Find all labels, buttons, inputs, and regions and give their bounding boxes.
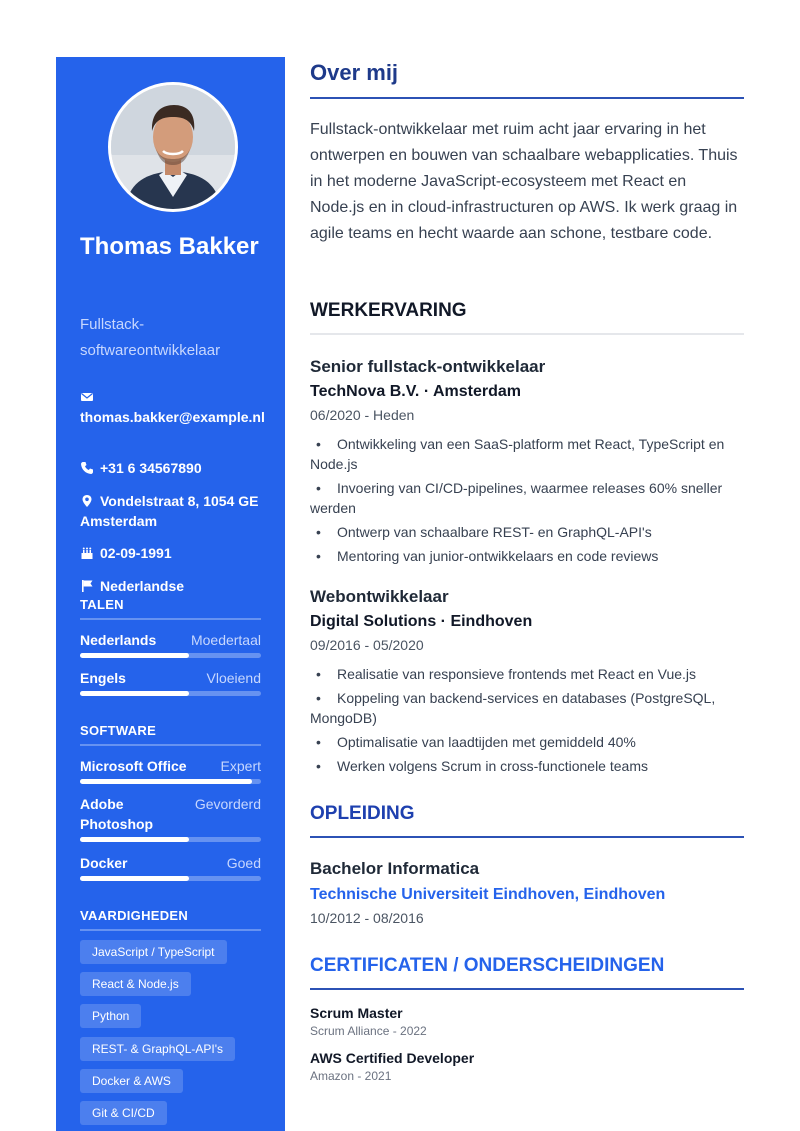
education-school: Technische Universiteit Eindhoven, Eindhoven [310,886,666,903]
language-name: Engels [80,670,126,686]
software-level-bar [80,837,261,842]
skills-heading: VAARDIGHEDEN [80,908,261,931]
contact-email[interactable] [80,387,270,427]
software-level-fill [80,837,189,842]
software-item [80,853,261,873]
software-level: Gevorderd [194,796,261,812]
birthday-cake-icon [80,546,94,560]
software-item [80,794,261,834]
software-level-fill [80,876,189,881]
certificates-heading: CERTIFICATEN / ONDERSCHEIDINGEN [310,955,665,976]
job-bullet: • Mentoring van junior-ontwikkelaars en code reviews [310,546,744,566]
job-dates: 06/2020 - Heden [310,407,415,423]
software-level-fill [80,779,252,784]
contact-email-text: thomas.bakker@example.nl [80,409,265,425]
sidebar [56,57,285,1131]
job-bullet: • Werken volgens Scrum in cross-functionele teams [310,756,744,776]
education-heading: OPLEIDING [310,803,415,824]
phone-icon [80,461,94,475]
education-degree: Bachelor Informatica [310,859,480,878]
flag-icon [80,579,94,593]
map-pin-icon [80,494,94,508]
job-title: Webontwikkelaar [310,587,449,606]
about-text: Fullstack-ontwikkelaar met ruim acht jaar ervaring in het ontwerpen en bouwen van schaalbare webapplicaties. Thuis in het moderne JavaScript-ecosysteem met React en Node.js en in cloud-infrastructuren op AWS. Ik werk graag in agile teams en hecht waarde aan schone, testbare code. [310,121,738,242]
job-bullet: • Invoering van CI/CD-pipelines, waarmee releases 60% sneller werden [310,478,744,518]
certificate-meta: Scrum Alliance - 2022 [310,1024,427,1038]
experience-heading: WERKERVARING [310,300,467,321]
language-name: Nederlands [80,632,157,648]
about-heading: Over mij [310,60,399,85]
contact-birthdate [80,543,270,563]
contact-phone-text: +31 6 34567890 [100,460,202,476]
language-level: Vloeiend [206,670,261,686]
job-bullet: • Koppeling van backend-services en databases (PostgreSQL, MongoDB) [310,688,744,728]
profile-photo [108,82,238,212]
certificate-meta: Amazon - 2021 [310,1069,392,1083]
language-item [80,630,261,650]
skill-tag: React & Node.js [80,972,191,996]
skill-tag: Git & CI/CD [80,1101,167,1125]
job-title: Senior fullstack-ontwikkelaar [310,357,546,376]
about-divider [310,97,744,99]
software-name: Adobe Photoshop [80,796,154,832]
software-level-bar [80,876,261,881]
contact-nationality-text: Nederlandse [100,578,185,594]
languages-heading: TALEN [80,597,261,620]
profile-title: Fullstack-softwareontwikkelaar [80,316,221,359]
software-level: Goed [226,855,261,871]
skill-tag: JavaScript / TypeScript [80,940,227,964]
software-heading: SOFTWARE [80,723,261,746]
software-name: Docker [80,855,128,871]
job-bullet: • Realisatie van responsieve frontends met React en Vue.js [310,664,744,684]
language-level: Moedertaal [190,632,261,648]
language-level-bar [80,691,261,696]
job-dates: 09/2016 - 05/2020 [310,637,424,653]
language-item [80,668,261,688]
language-level-fill [80,691,189,696]
contact-phone[interactable] [80,458,270,478]
contact-birthdate-text: 02-09-1991 [100,545,172,561]
job-bullet: • Ontwerp van schaalbare REST- en GraphQL-API's [310,522,744,542]
job-company: Digital Solutions · Eindhoven [310,613,533,630]
skill-tag: Python [80,1004,141,1028]
certificates-divider [310,988,744,990]
language-level-bar [80,653,261,658]
contact-address-text: Vondelstraat 8, 1054 GE Amsterdam [80,493,259,529]
language-level-fill [80,653,189,658]
skill-tag: Docker & AWS [80,1069,183,1093]
education-divider [310,836,744,838]
certificate-name: Scrum Master [310,1005,403,1021]
software-item [80,756,261,776]
software-level: Expert [220,758,261,774]
certificate-name: AWS Certified Developer [310,1050,475,1066]
experience-divider [310,333,744,335]
job-bullets [310,434,744,570]
job-bullets [310,664,744,780]
skill-tag: REST- & GraphQL-API's [80,1037,235,1061]
contact-nationality [80,576,270,596]
education-dates: 10/2012 - 08/2016 [310,910,424,926]
contact-address [80,491,270,531]
software-name: Microsoft Office [80,758,187,774]
job-company: TechNova B.V. · Amsterdam [310,383,522,400]
profile-name: Thomas Bakker [80,233,259,260]
envelope-icon [80,390,94,404]
software-level-bar [80,779,261,784]
job-bullet: • Optimalisatie van laadtijden met gemiddeld 40% [310,732,744,752]
job-bullet: • Ontwikkeling van een SaaS-platform met React, TypeScript en Node.js [310,434,744,474]
